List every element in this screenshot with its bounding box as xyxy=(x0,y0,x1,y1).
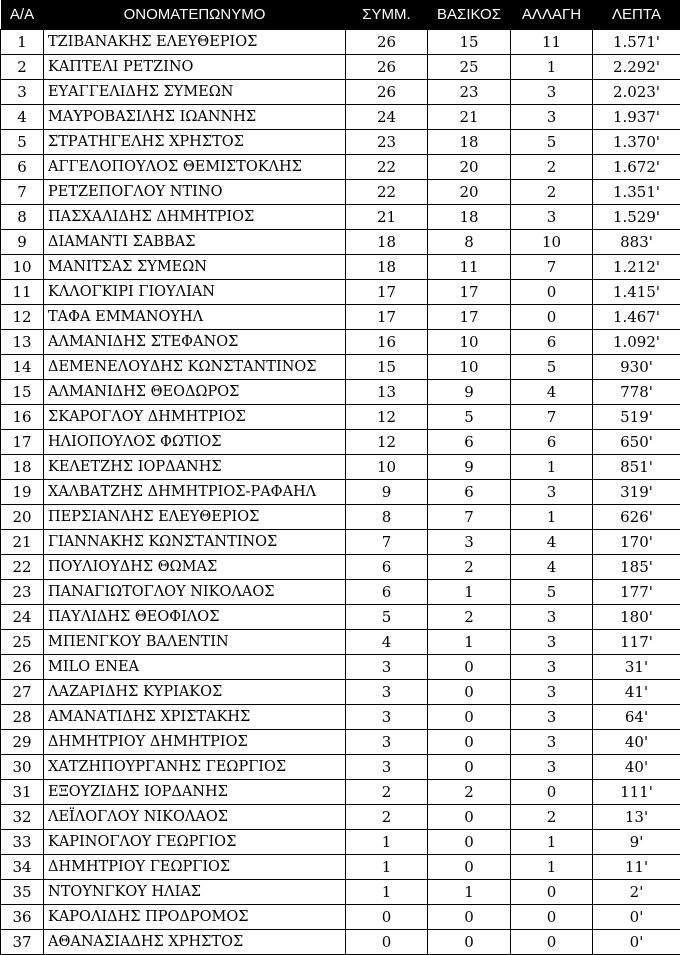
cell-name: ΑΜΑΝΑΤΙΔΗΣ ΧΡΙΣΤΑΚΗΣ xyxy=(44,705,346,730)
cell-index: 32 xyxy=(1,805,44,830)
cell-appearances: 4 xyxy=(346,630,428,655)
cell-starts: 0 xyxy=(428,755,511,780)
cell-substitutions: 0 xyxy=(511,880,593,905)
cell-index: 28 xyxy=(1,705,44,730)
cell-starts: 2 xyxy=(428,780,511,805)
cell-name: ΜΑΥΡΟΒΑΣΙΛΗΣ ΙΩΑΝΝΗΣ xyxy=(44,105,346,130)
cell-appearances: 8 xyxy=(346,505,428,530)
cell-name: ΕΥΑΓΓΕΛΙΔΗΣ ΣΥΜΕΩΝ xyxy=(44,80,346,105)
cell-starts: 0 xyxy=(428,705,511,730)
cell-name: ΔΙΑΜΑΝΤΙ ΣΑΒΒΑΣ xyxy=(44,230,346,255)
cell-appearances: 12 xyxy=(346,430,428,455)
cell-starts: 25 xyxy=(428,55,511,80)
cell-minutes: 883' xyxy=(593,230,680,255)
cell-minutes: 2' xyxy=(593,880,680,905)
cell-name: ΜΠΕΝΓΚΟΥ ΒΑΛΕΝΤΙΝ xyxy=(44,630,346,655)
cell-appearances: 21 xyxy=(346,205,428,230)
cell-appearances: 3 xyxy=(346,680,428,705)
cell-substitutions: 0 xyxy=(511,280,593,305)
cell-index: 14 xyxy=(1,355,44,380)
cell-appearances: 0 xyxy=(346,905,428,930)
cell-name: ΑΓΓΕΛΟΠΟΥΛΟΣ ΘΕΜΙΣΤΟΚΛΗΣ xyxy=(44,155,346,180)
cell-substitutions: 1 xyxy=(511,855,593,880)
table-row xyxy=(1,655,680,680)
cell-substitutions: 5 xyxy=(511,580,593,605)
cell-substitutions: 3 xyxy=(511,105,593,130)
cell-appearances: 10 xyxy=(346,455,428,480)
cell-index: 8 xyxy=(1,205,44,230)
cell-name: ΚΕΛΕΤΖΗΣ ΙΟΡΔΑΝΗΣ xyxy=(44,455,346,480)
table-row xyxy=(1,180,680,205)
table-row xyxy=(1,55,680,80)
cell-substitutions: 10 xyxy=(511,230,593,255)
cell-appearances: 24 xyxy=(346,105,428,130)
table-row xyxy=(1,780,680,805)
cell-substitutions: 3 xyxy=(511,80,593,105)
table-row xyxy=(1,755,680,780)
cell-minutes: 0' xyxy=(593,905,680,930)
cell-substitutions: 4 xyxy=(511,530,593,555)
cell-minutes: 13' xyxy=(593,805,680,830)
cell-index: 13 xyxy=(1,330,44,355)
cell-appearances: 26 xyxy=(346,30,428,55)
cell-index: 23 xyxy=(1,580,44,605)
cell-substitutions: 3 xyxy=(511,480,593,505)
cell-starts: 8 xyxy=(428,230,511,255)
table-body xyxy=(1,30,680,955)
cell-starts: 9 xyxy=(428,455,511,480)
header-name: ΟΝΟΜΑΤΕΠΩΝΥΜΟ xyxy=(44,0,346,30)
cell-name: ΡΕΤΖΕΠΟΓΛΟΥ ΝΤΙΝΟ xyxy=(44,180,346,205)
cell-name: ΠΑΝΑΓΙΩΤΟΓΛΟΥ ΝΙΚΟΛΑΟΣ xyxy=(44,580,346,605)
cell-index: 16 xyxy=(1,405,44,430)
cell-substitutions: 5 xyxy=(511,355,593,380)
table-row xyxy=(1,430,680,455)
cell-index: 20 xyxy=(1,505,44,530)
cell-minutes: 1.467' xyxy=(593,305,680,330)
cell-index: 18 xyxy=(1,455,44,480)
cell-minutes: 180' xyxy=(593,605,680,630)
cell-index: 27 xyxy=(1,680,44,705)
cell-minutes: 1.672' xyxy=(593,155,680,180)
cell-name: ΑΛΜΑΝΙΔΗΣ ΣΤΕΦΑΝΟΣ xyxy=(44,330,346,355)
cell-index: 17 xyxy=(1,430,44,455)
header-starts: ΒΑΣΙΚΟΣ xyxy=(428,0,511,30)
cell-name: ΝΤΟΥΝΓΚΟΥ ΗΛΙΑΣ xyxy=(44,880,346,905)
cell-substitutions: 3 xyxy=(511,630,593,655)
cell-minutes: 650' xyxy=(593,430,680,455)
cell-substitutions: 0 xyxy=(511,905,593,930)
cell-minutes: 9' xyxy=(593,830,680,855)
table-row xyxy=(1,480,680,505)
cell-substitutions: 3 xyxy=(511,730,593,755)
cell-minutes: 626' xyxy=(593,505,680,530)
cell-index: 4 xyxy=(1,105,44,130)
cell-appearances: 9 xyxy=(346,480,428,505)
cell-appearances: 2 xyxy=(346,780,428,805)
cell-name: ΤΑΦΑ ΕΜΜΑΝΟΥΗΛ xyxy=(44,305,346,330)
cell-starts: 21 xyxy=(428,105,511,130)
cell-index: 29 xyxy=(1,730,44,755)
cell-minutes: 1.937' xyxy=(593,105,680,130)
cell-substitutions: 1 xyxy=(511,55,593,80)
cell-substitutions: 3 xyxy=(511,655,593,680)
cell-name: ΛΑΖΑΡΙΔΗΣ ΚΥΡΙΑΚΟΣ xyxy=(44,680,346,705)
cell-name: ΠΕΡΣΙΑΝΛΗΣ ΕΛΕΥΘΕΡΙΟΣ xyxy=(44,505,346,530)
cell-starts: 17 xyxy=(428,305,511,330)
cell-index: 25 xyxy=(1,630,44,655)
header-index: Α/Α xyxy=(1,0,44,30)
table-row xyxy=(1,455,680,480)
cell-substitutions: 6 xyxy=(511,430,593,455)
cell-minutes: 930' xyxy=(593,355,680,380)
cell-index: 1 xyxy=(1,30,44,55)
table-row xyxy=(1,805,680,830)
cell-substitutions: 3 xyxy=(511,205,593,230)
table-row xyxy=(1,505,680,530)
cell-name: ΚΑΡΟΛΙΔΗΣ ΠΡΟΔΡΟΜΟΣ xyxy=(44,905,346,930)
cell-starts: 23 xyxy=(428,80,511,105)
cell-starts: 0 xyxy=(428,855,511,880)
cell-index: 9 xyxy=(1,230,44,255)
cell-substitutions: 0 xyxy=(511,305,593,330)
cell-index: 24 xyxy=(1,605,44,630)
cell-starts: 20 xyxy=(428,180,511,205)
cell-index: 10 xyxy=(1,255,44,280)
cell-index: 37 xyxy=(1,930,44,955)
cell-starts: 20 xyxy=(428,155,511,180)
cell-name: ΔΗΜΗΤΡΙΟΥ ΓΕΩΡΓΙΟΣ xyxy=(44,855,346,880)
cell-name: ΧΑΛΒΑΤΖΗΣ ΔΗΜΗΤΡΙΟΣ-ΡΑΦΑΗΛ xyxy=(44,480,346,505)
cell-name: ΔΕΜΕΝΕΛΟΥΔΗΣ ΚΩΝΣΤΑΝΤΙΝΟΣ xyxy=(44,355,346,380)
cell-starts: 5 xyxy=(428,405,511,430)
cell-appearances: 18 xyxy=(346,230,428,255)
cell-appearances: 2 xyxy=(346,805,428,830)
cell-minutes: 64' xyxy=(593,705,680,730)
cell-name: ΠΑΣΧΑΛΙΔΗΣ ΔΗΜΗΤΡΙΟΣ xyxy=(44,205,346,230)
cell-name: ΣΤΡΑΤΗΓΕΛΗΣ ΧΡΗΣΤΟΣ xyxy=(44,130,346,155)
cell-minutes: 41' xyxy=(593,680,680,705)
cell-substitutions: 4 xyxy=(511,380,593,405)
cell-minutes: 1.092' xyxy=(593,330,680,355)
header-appearances: ΣΥΜΜ. xyxy=(346,0,428,30)
cell-minutes: 185' xyxy=(593,555,680,580)
cell-starts: 10 xyxy=(428,330,511,355)
cell-minutes: 1.351' xyxy=(593,180,680,205)
cell-starts: 11 xyxy=(428,255,511,280)
cell-name: ΧΑΤΖΗΠΟΥΡΓΑΝΗΣ ΓΕΩΡΓΙΟΣ xyxy=(44,755,346,780)
cell-minutes: 40' xyxy=(593,730,680,755)
cell-substitutions: 0 xyxy=(511,930,593,955)
cell-minutes: 1.370' xyxy=(593,130,680,155)
cell-name: ΚΑΠΤΕΛΙ ΡΕΤΖΙΝΟ xyxy=(44,55,346,80)
cell-substitutions: 1 xyxy=(511,505,593,530)
cell-starts: 10 xyxy=(428,355,511,380)
cell-appearances: 16 xyxy=(346,330,428,355)
cell-starts: 0 xyxy=(428,730,511,755)
cell-appearances: 6 xyxy=(346,555,428,580)
cell-minutes: 319' xyxy=(593,480,680,505)
cell-substitutions: 3 xyxy=(511,755,593,780)
cell-starts: 2 xyxy=(428,555,511,580)
cell-starts: 7 xyxy=(428,505,511,530)
cell-index: 19 xyxy=(1,480,44,505)
cell-starts: 9 xyxy=(428,380,511,405)
cell-starts: 18 xyxy=(428,205,511,230)
cell-index: 15 xyxy=(1,380,44,405)
cell-substitutions: 5 xyxy=(511,130,593,155)
cell-substitutions: 2 xyxy=(511,155,593,180)
cell-starts: 0 xyxy=(428,905,511,930)
cell-name: ΗΛΙΟΠΟΥΛΟΣ ΦΩΤΙΟΣ xyxy=(44,430,346,455)
table-row xyxy=(1,930,680,955)
table-row xyxy=(1,230,680,255)
cell-substitutions: 7 xyxy=(511,255,593,280)
cell-name: ΜΑΝΙΤΣΑΣ ΣΥΜΕΩΝ xyxy=(44,255,346,280)
table-row xyxy=(1,530,680,555)
cell-starts: 0 xyxy=(428,655,511,680)
table-row xyxy=(1,905,680,930)
header-minutes: ΛΕΠΤΑ xyxy=(593,0,680,30)
cell-minutes: 2.292' xyxy=(593,55,680,80)
cell-minutes: 1.212' xyxy=(593,255,680,280)
table-row xyxy=(1,605,680,630)
cell-starts: 17 xyxy=(428,280,511,305)
cell-appearances: 7 xyxy=(346,530,428,555)
cell-starts: 0 xyxy=(428,830,511,855)
cell-index: 2 xyxy=(1,55,44,80)
cell-appearances: 26 xyxy=(346,55,428,80)
cell-substitutions: 3 xyxy=(511,605,593,630)
cell-appearances: 13 xyxy=(346,380,428,405)
cell-starts: 1 xyxy=(428,580,511,605)
cell-starts: 1 xyxy=(428,630,511,655)
cell-minutes: 1.529' xyxy=(593,205,680,230)
cell-minutes: 851' xyxy=(593,455,680,480)
table-row xyxy=(1,880,680,905)
cell-starts: 0 xyxy=(428,680,511,705)
cell-starts: 15 xyxy=(428,30,511,55)
cell-substitutions: 4 xyxy=(511,555,593,580)
cell-name: ΑΘΑΝΑΣΙΑΔΗΣ ΧΡΗΣΤΟΣ xyxy=(44,930,346,955)
cell-name: ΔΗΜΗΤΡΙΟΥ ΔΗΜΗΤΡΙΟΣ xyxy=(44,730,346,755)
cell-appearances: 18 xyxy=(346,255,428,280)
cell-minutes: 519' xyxy=(593,405,680,430)
cell-substitutions: 3 xyxy=(511,680,593,705)
table-row xyxy=(1,155,680,180)
cell-appearances: 17 xyxy=(346,280,428,305)
cell-minutes: 778' xyxy=(593,380,680,405)
cell-minutes: 31' xyxy=(593,655,680,680)
cell-starts: 2 xyxy=(428,605,511,630)
cell-appearances: 1 xyxy=(346,880,428,905)
cell-starts: 6 xyxy=(428,430,511,455)
cell-substitutions: 11 xyxy=(511,30,593,55)
table-row xyxy=(1,705,680,730)
cell-appearances: 3 xyxy=(346,755,428,780)
cell-minutes: 1.415' xyxy=(593,280,680,305)
cell-name: ΛΕΪΛΟΓΛΟΥ ΝΙΚΟΛΑΟΣ xyxy=(44,805,346,830)
cell-appearances: 15 xyxy=(346,355,428,380)
table-row xyxy=(1,405,680,430)
cell-index: 12 xyxy=(1,305,44,330)
cell-substitutions: 2 xyxy=(511,805,593,830)
table-row xyxy=(1,855,680,880)
cell-starts: 3 xyxy=(428,530,511,555)
table-row xyxy=(1,255,680,280)
cell-appearances: 1 xyxy=(346,855,428,880)
cell-minutes: 111' xyxy=(593,780,680,805)
table-row xyxy=(1,680,680,705)
cell-substitutions: 6 xyxy=(511,330,593,355)
cell-appearances: 6 xyxy=(346,580,428,605)
cell-name: ΣΚΑΡΟΓΛΟΥ ΔΗΜΗΤΡΙΟΣ xyxy=(44,405,346,430)
cell-appearances: 3 xyxy=(346,730,428,755)
cell-substitutions: 0 xyxy=(511,780,593,805)
cell-name: ΚΛΛΟΓΚΙΡΙ ΓΙΟΥΛΙΑΝ xyxy=(44,280,346,305)
cell-index: 31 xyxy=(1,780,44,805)
table-row xyxy=(1,830,680,855)
cell-index: 7 xyxy=(1,180,44,205)
cell-name: ΕΞΟΥΖΙΔΗΣ ΙΟΡΔΑΝΗΣ xyxy=(44,780,346,805)
cell-name: ΠΑΥΛΙΔΗΣ ΘΕΟΦΙΛΟΣ xyxy=(44,605,346,630)
cell-index: 35 xyxy=(1,880,44,905)
cell-appearances: 26 xyxy=(346,80,428,105)
table-header xyxy=(1,0,680,30)
cell-index: 6 xyxy=(1,155,44,180)
cell-index: 36 xyxy=(1,905,44,930)
cell-appearances: 1 xyxy=(346,830,428,855)
cell-appearances: 22 xyxy=(346,155,428,180)
table-row xyxy=(1,105,680,130)
cell-appearances: 3 xyxy=(346,705,428,730)
cell-starts: 0 xyxy=(428,805,511,830)
cell-substitutions: 1 xyxy=(511,830,593,855)
header-row xyxy=(1,0,680,30)
table-row xyxy=(1,730,680,755)
cell-substitutions: 3 xyxy=(511,705,593,730)
table-row xyxy=(1,130,680,155)
cell-minutes: 117' xyxy=(593,630,680,655)
cell-appearances: 12 xyxy=(346,405,428,430)
cell-appearances: 0 xyxy=(346,930,428,955)
cell-index: 21 xyxy=(1,530,44,555)
table-row xyxy=(1,80,680,105)
cell-name: ΚΑΡΙΝΟΓΛΟΥ ΓΕΩΡΓΙΟΣ xyxy=(44,830,346,855)
cell-name: ΠΟΥΛΙΟΥΔΗΣ ΘΩΜΑΣ xyxy=(44,555,346,580)
table-row xyxy=(1,555,680,580)
table-row xyxy=(1,305,680,330)
cell-minutes: 170' xyxy=(593,530,680,555)
cell-minutes: 177' xyxy=(593,580,680,605)
cell-index: 22 xyxy=(1,555,44,580)
cell-starts: 18 xyxy=(428,130,511,155)
cell-starts: 1 xyxy=(428,880,511,905)
cell-name: MILO ENEA xyxy=(44,655,346,680)
cell-index: 11 xyxy=(1,280,44,305)
cell-index: 34 xyxy=(1,855,44,880)
cell-minutes: 2.023' xyxy=(593,80,680,105)
cell-appearances: 23 xyxy=(346,130,428,155)
cell-index: 26 xyxy=(1,655,44,680)
cell-appearances: 5 xyxy=(346,605,428,630)
cell-index: 3 xyxy=(1,80,44,105)
cell-index: 30 xyxy=(1,755,44,780)
cell-name: ΤΖΙΒΑΝΑΚΗΣ ΕΛΕΥΘΕΡΙΟΣ xyxy=(44,30,346,55)
cell-substitutions: 1 xyxy=(511,455,593,480)
cell-minutes: 11' xyxy=(593,855,680,880)
header-substitutions: ΑΛΛΑΓΗ xyxy=(511,0,593,30)
table-row xyxy=(1,355,680,380)
table-row xyxy=(1,580,680,605)
cell-index: 5 xyxy=(1,130,44,155)
cell-starts: 6 xyxy=(428,480,511,505)
cell-name: ΓΙΑΝΝΑΚΗΣ ΚΩΝΣΤΑΝΤΙΝΟΣ xyxy=(44,530,346,555)
cell-appearances: 17 xyxy=(346,305,428,330)
table-row xyxy=(1,30,680,55)
cell-index: 33 xyxy=(1,830,44,855)
cell-substitutions: 2 xyxy=(511,180,593,205)
table-row xyxy=(1,330,680,355)
table-row xyxy=(1,630,680,655)
cell-substitutions: 7 xyxy=(511,405,593,430)
cell-name: ΑΛΜΑΝΙΔΗΣ ΘΕΟΔΩΡΟΣ xyxy=(44,380,346,405)
table-row xyxy=(1,380,680,405)
cell-minutes: 40' xyxy=(593,755,680,780)
table-row xyxy=(1,280,680,305)
cell-minutes: 0' xyxy=(593,930,680,955)
cell-minutes: 1.571' xyxy=(593,30,680,55)
table-row xyxy=(1,205,680,230)
cell-appearances: 22 xyxy=(346,180,428,205)
cell-starts: 0 xyxy=(428,930,511,955)
cell-appearances: 3 xyxy=(346,655,428,680)
